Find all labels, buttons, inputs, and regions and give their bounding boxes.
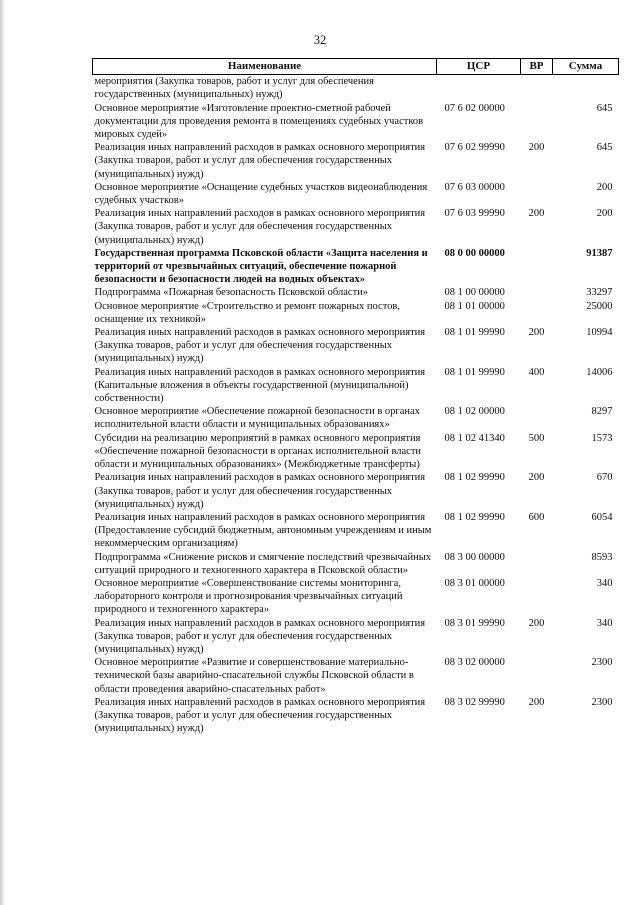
row-sum: 2300 <box>591 696 613 708</box>
row-csr: 08 3 01 00000 <box>444 577 505 589</box>
header-sum: Сумма <box>553 59 619 75</box>
row-csr: 08 3 01 99990 <box>444 617 505 629</box>
row-sum: 645 <box>596 102 613 114</box>
table-row <box>93 696 619 736</box>
table-row <box>93 247 619 287</box>
table-body <box>93 75 619 736</box>
row-vr: 200 <box>528 327 545 339</box>
row-name: Субсидии на реализацию мероприятий в рамках основного мероприятия «Обеспечение пожарной безопасности в органах исполнительной власти области и муниципальных образованиях» (Межбюджетные трансферты) <box>94 432 422 471</box>
row-sum: 200 <box>596 181 613 193</box>
header-name: Наименование <box>93 59 437 75</box>
table-row <box>93 366 619 406</box>
table-row <box>93 617 619 657</box>
table-row <box>93 551 619 577</box>
row-name: Реализация иных направлений расходов в рамках основного мероприятия (Закупка товаров, работ и услуг для обеспечения государственных (муниципальных) нужд) <box>94 142 426 180</box>
row-sum: 25000 <box>586 300 613 312</box>
row-vr: 400 <box>528 366 545 378</box>
row-csr: 08 3 02 99990 <box>444 696 505 708</box>
row-vr <box>521 286 553 299</box>
row-name: Реализация иных направлений расходов в рамках основного мероприятия (Предоставление субсидий бюджетным, автономным учреждениям и иным некоммерческим организациям) <box>94 511 432 550</box>
row-csr: 08 1 01 99990 <box>444 366 505 378</box>
row-name: Подпрограмма «Пожарная безопасность Псковской области» <box>94 287 369 299</box>
scan-edge <box>0 0 5 905</box>
row-sum: 10994 <box>586 327 613 339</box>
row-vr: 200 <box>528 472 545 484</box>
table-row <box>93 432 619 472</box>
header-vr: ВР <box>521 59 553 75</box>
row-csr: 08 1 02 41340 <box>444 432 505 444</box>
row-vr: 200 <box>528 696 545 708</box>
table-row <box>93 300 619 326</box>
row-csr: 08 3 00 00000 <box>444 551 505 563</box>
row-sum: 670 <box>596 472 613 484</box>
row-vr <box>521 247 553 287</box>
table-row <box>93 471 619 511</box>
row-sum <box>553 75 619 102</box>
row-name: Реализация иных направлений расходов в рамках основного мероприятия (Закупка товаров, работ и услуг для обеспечения государственных (муниципальных) нужд) <box>94 327 426 365</box>
page-number: 32 <box>313 33 327 47</box>
row-name: мероприятия (Закупка товаров, работ и услуг для обеспечения государственных (муниципальных) нужд) <box>94 76 374 101</box>
row-csr: 08 3 02 00000 <box>444 657 505 669</box>
row-csr: 08 1 01 99990 <box>444 327 505 339</box>
row-csr: 07 6 02 00000 <box>444 102 505 114</box>
row-csr: 07 6 02 99990 <box>444 142 505 154</box>
row-name: Основное мероприятие «Совершенствование системы мониторинга, лабораторного контроля и прогнозирования чрезвычайных ситуаций природного и техногенного характера» <box>94 577 403 616</box>
budget-table <box>92 58 619 735</box>
table-row <box>93 286 619 299</box>
row-name: Реализация иных направлений расходов в рамках основного мероприятия (Закупка товаров, работ и услуг для обеспечения государственных (муниципальных) нужд) <box>94 617 426 655</box>
row-name: Основное мероприятие «Строительство и ремонт пожарных постов, оснащение их техникой» <box>94 300 400 325</box>
row-sum: 200 <box>596 208 613 220</box>
row-name: Реализация иных направлений расходов в рамках основного мероприятия (Капитальные вложения в объекты государственной (муниципальной) собственности) <box>94 366 426 405</box>
row-name: Основное мероприятие «Развитие и совершенствование материально-технической базы аварийно-спасательной службы Псковской области в области проведения аварийно-спасательных работ» <box>94 657 414 695</box>
row-vr <box>521 551 553 577</box>
row-vr: 500 <box>528 432 545 444</box>
table-row <box>93 102 619 142</box>
row-name: Основное мероприятие «Изготовление проектно-сметной рабочей документации для проведения ремонта в помещениях судебных участков мировых судей» <box>94 102 424 141</box>
row-csr <box>437 75 521 102</box>
row-vr <box>521 75 553 102</box>
row-vr <box>521 300 553 326</box>
table-header-row <box>93 59 619 75</box>
row-vr: 200 <box>528 142 545 154</box>
row-sum: 6054 <box>591 511 613 523</box>
row-vr: 600 <box>528 511 545 523</box>
row-csr: 07 6 03 00000 <box>444 181 505 193</box>
row-csr: 08 1 01 00000 <box>444 300 505 312</box>
row-name: Реализация иных направлений расходов в рамках основного мероприятия (Закупка товаров, работ и услуг для обеспечения государственных (муниципальных) нужд) <box>94 472 426 510</box>
table-row <box>93 405 619 431</box>
row-sum: 91387 <box>586 247 613 259</box>
row-name: Основное мероприятие «Обеспечение пожарной безопасности в органах исполнительной власти области и муниципальных образованиях» <box>94 406 420 431</box>
row-csr: 07 6 03 99990 <box>444 208 505 220</box>
row-vr <box>521 656 553 696</box>
row-sum: 33297 <box>586 287 613 299</box>
row-csr: 08 1 02 99990 <box>444 511 505 523</box>
row-sum: 8593 <box>591 551 613 563</box>
row-csr: 08 0 00 00000 <box>444 247 505 259</box>
row-vr <box>521 181 553 207</box>
row-name: Реализация иных направлений расходов в рамках основного мероприятия (Закупка товаров, работ и услуг для обеспечения государственных (муниципальных) нужд) <box>94 696 426 735</box>
row-name: Основное мероприятие «Оснащение судебных участков видеонаблюдения судебных участков» <box>94 181 428 207</box>
table-row <box>93 511 619 551</box>
row-sum: 340 <box>596 577 613 589</box>
row-sum: 340 <box>596 617 613 629</box>
row-sum: 8297 <box>591 406 613 418</box>
table-row <box>93 577 619 617</box>
row-vr <box>521 102 553 142</box>
row-name: Реализация иных направлений расходов в рамках основного мероприятия (Закупка товаров, работ и услуг для обеспечения государственных (муниципальных) нужд) <box>94 208 426 246</box>
table-row <box>93 207 619 247</box>
row-csr: 08 1 00 00000 <box>444 287 505 299</box>
row-sum: 645 <box>596 142 613 154</box>
row-name: Государственная программа Псковской области «Защита населения и территорий от чрезвычайных ситуаций, обеспечение пожарной безопасности и безопасности людей на водных объектах» <box>94 247 428 286</box>
row-csr: 08 1 02 00000 <box>444 406 505 418</box>
header-csr: ЦСР <box>437 59 521 75</box>
row-vr <box>521 405 553 431</box>
table-row <box>93 141 619 181</box>
table-row <box>93 75 619 102</box>
table-row <box>93 656 619 696</box>
row-csr: 08 1 02 99990 <box>444 472 505 484</box>
table-row <box>93 326 619 366</box>
row-vr: 200 <box>528 617 545 629</box>
row-vr: 200 <box>528 208 545 220</box>
row-name: Подпрограмма «Снижение рисков и смягчение последствий чрезвычайных ситуаций природного и техногенного характера в Псковской области» <box>94 551 432 576</box>
row-sum: 14006 <box>586 366 613 378</box>
table-row <box>93 181 619 207</box>
row-sum: 1573 <box>591 432 613 444</box>
row-vr <box>521 577 553 617</box>
row-sum: 2300 <box>591 657 613 669</box>
